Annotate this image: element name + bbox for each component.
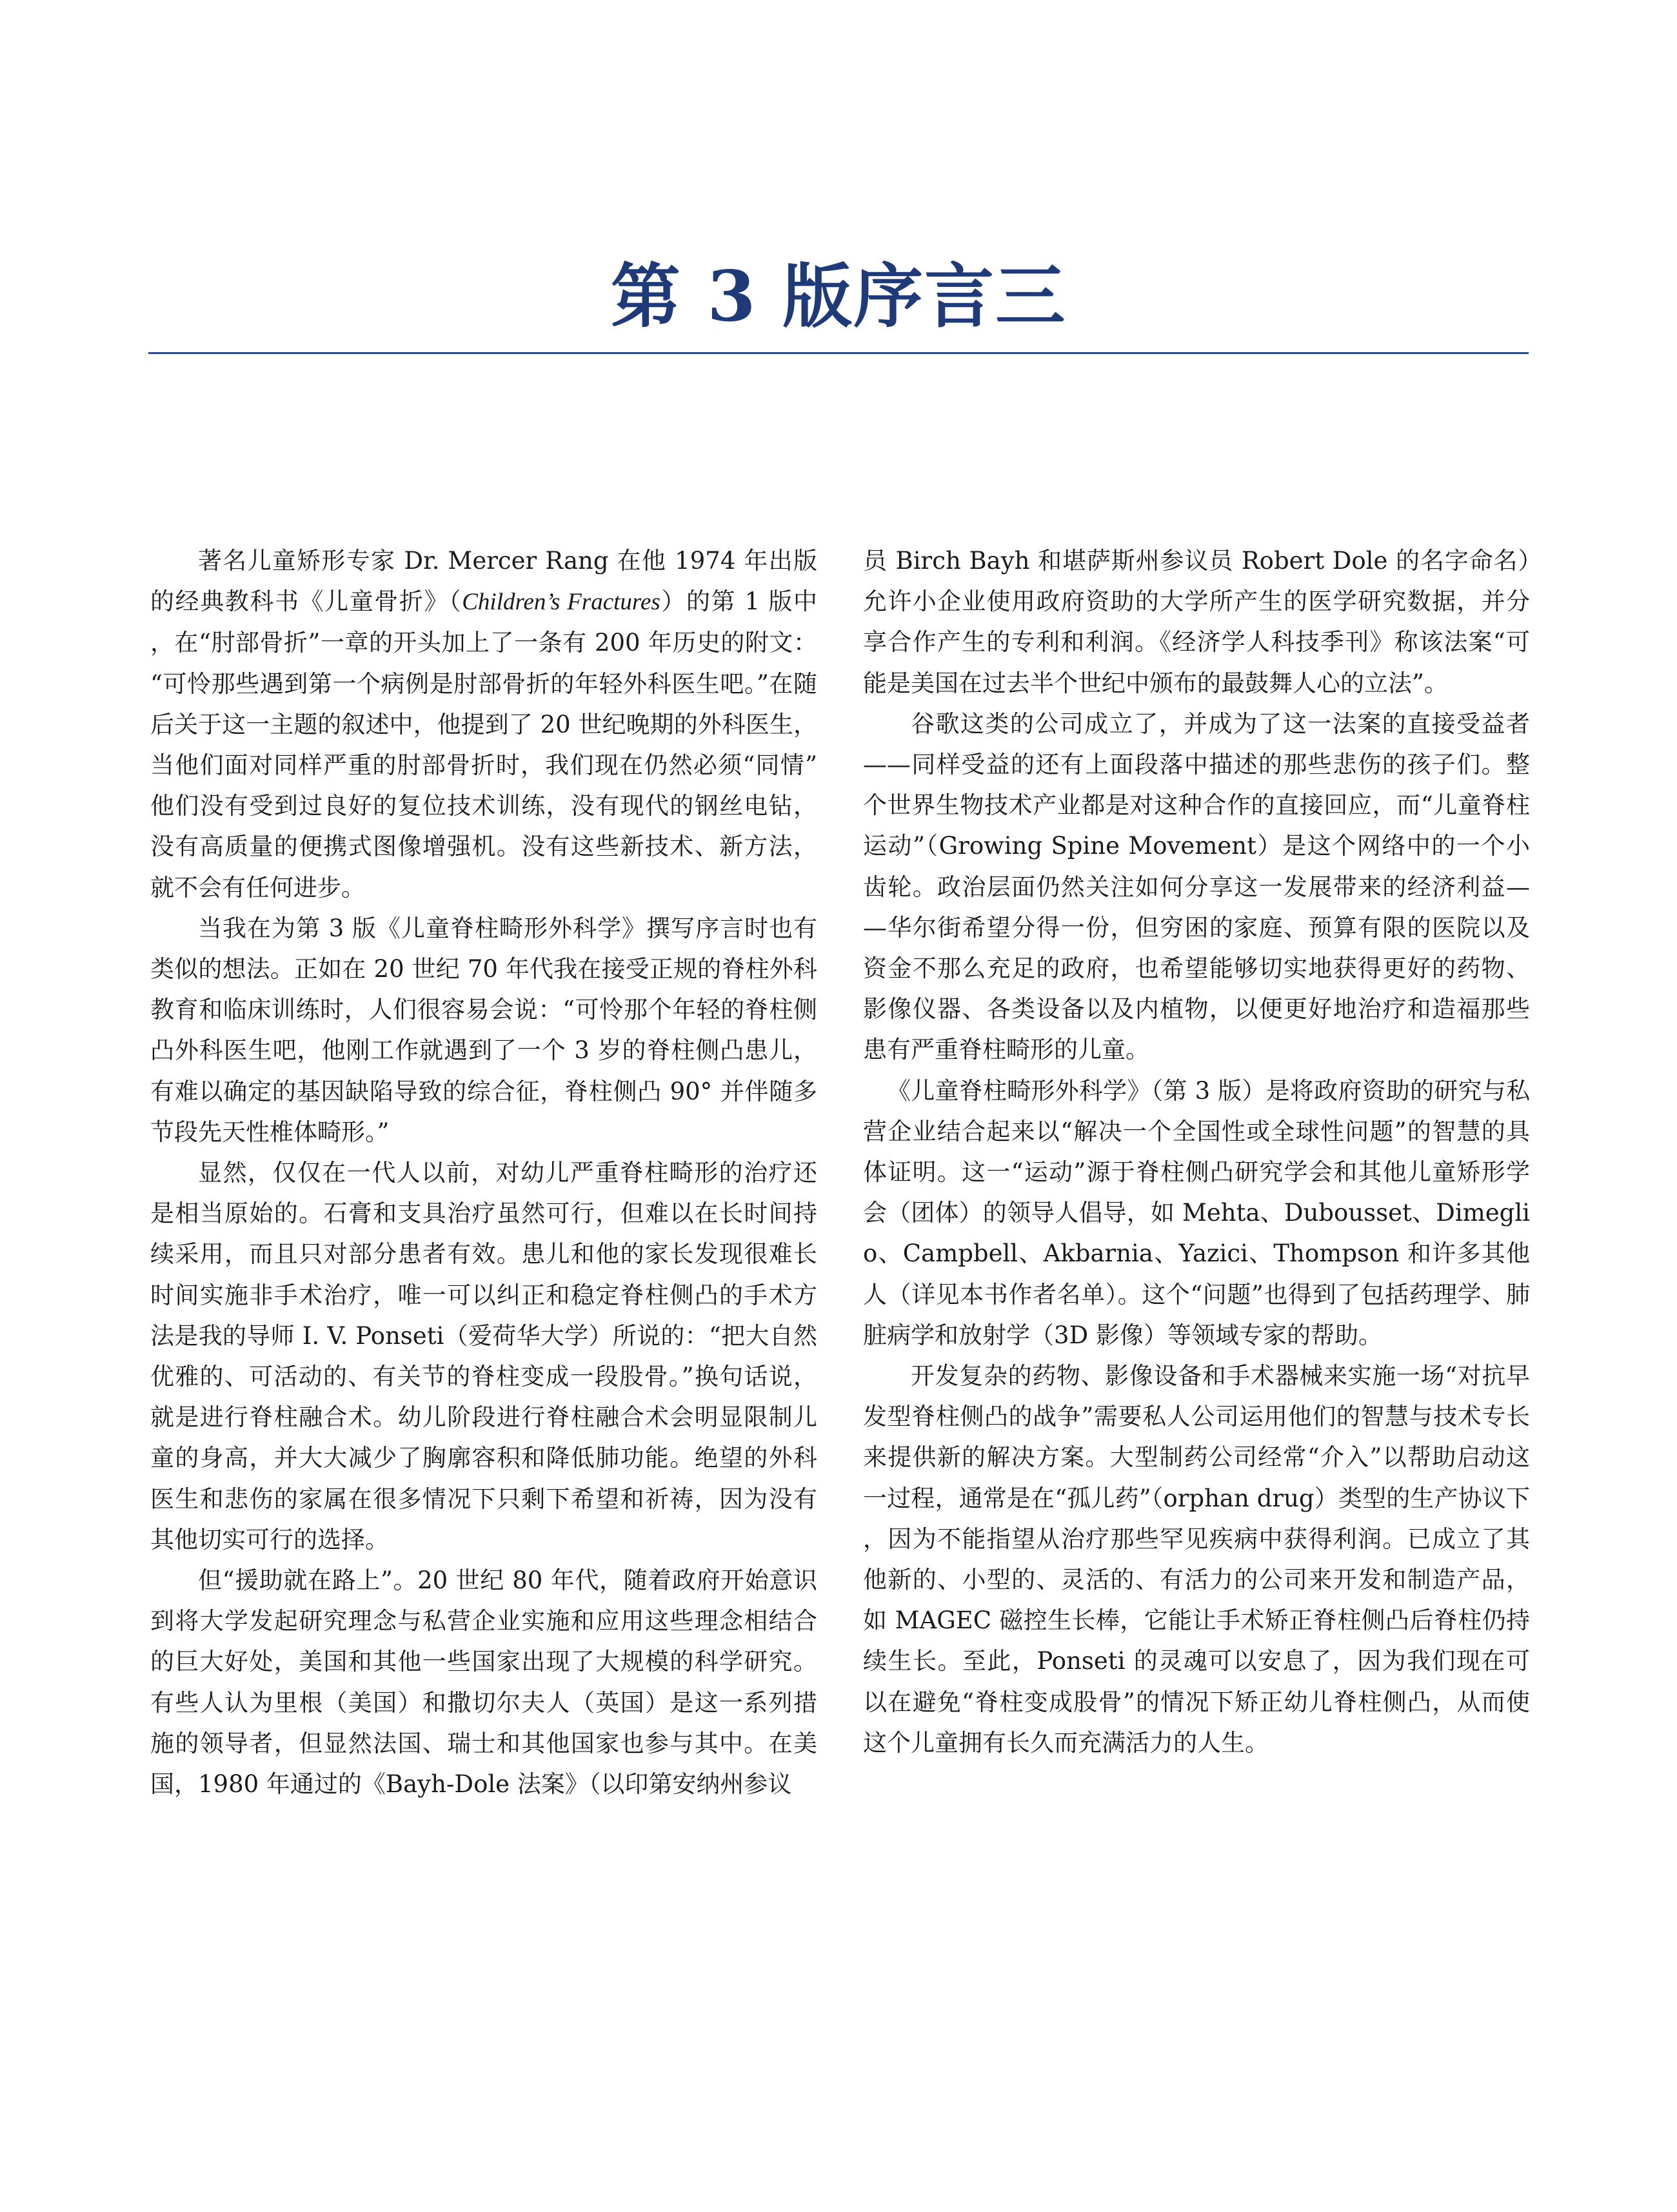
paragraph-text: ）的第 1 版中，在“肘部骨折”一章的开头加上了一条有 200 年历史的附文：“可怜那些遇到第一个病例是肘部骨折的年轻外科医生吧。”在随后关于这一主题的叙述中，他提到了 20 世纪晚期的外科医生，当他们面对同样严重的肘部骨折时，我们现在仍然必须“同情”他们没有受到过良好的复位技术训练，没有现代的钢丝电钻，没有高质量的便携式图像增强机。没有这些新技术、新方法，就不会有任何进步。: [150, 588, 817, 902]
page-title: 第 3 版序言三: [610, 256, 1067, 337]
paragraph: 员 Birch Bayh 和堪萨斯州参议员 Robert Dole 的名字命名）允许小企业使用政府资助的大学所产生的医学研究数据，并分享合作产生的专利和利润。《经济学人科技季刊》称该法案“可能是美国在过去半个世纪中颁布的最鼓舞人心的立法”。: [863, 547, 1530, 697]
book-title-english: Children’s Fractures: [462, 589, 660, 616]
paragraph: 《儿童脊柱畸形外科学》（第 3 版）是将政府资助的研究与私营企业结合起来以“解决一个全国性或全球性问题”的智慧的具体证明。这一“运动”源于脊柱侧凸研究学会和其他儿童矫形学会（团体）的领导人倡导，如 Mehta、Dubousset、Dimeglio、Campbell、Akbarnia、Yazici、Thompson 和许多其他人（详见本书作者名单）。这个“问题”也得到了包括药理学、肺脏病学和放射学（3D 影像）等领域专家的帮助。: [863, 1076, 1530, 1349]
paragraph: 显然，仅仅在一代人以前，对幼儿严重脊柱畸形的治疗还是相当原始的。石膏和支具治疗虽然可行，但难以在长时间持续采用，而且只对部分患者有效。患儿和他的家长发现很难长时间实施非手术治疗，唯一可以纠正和稳定脊柱侧凸的手术方法是我的导师 I. V. Ponseti（爱荷华大学）所说的：“把大自然优雅的、可活动的、有关节的脊柱变成一段股骨。”换句话说，就是进行脊柱融合术。幼儿阶段进行脊柱融合术会明显限制儿童的身高，并大大减少了胸廓容积和降低肺功能。绝望的外科医生和悲伤的家属在很多情况下只剩下希望和祈祷，因为没有其他切实可行的选择。: [150, 1159, 817, 1554]
left-column: [150, 540, 817, 1804]
paragraph: 开发复杂的药物、影像设备和手术器械来实施一场“对抗早发型脊柱侧凸的战争”需要私人公司运用他们的智慧与技术专长来提供新的解决方案。大型制药公司经常“介入”以帮助启动这一过程，通常是在“孤儿药”（orphan drug）类型的生产协议下，因为不能指望从治疗那些罕见疾病中获得利润。已成立了其他新的、小型的、灵活的、有活力的公司来开发和制造产品，如 MAGEC 磁控生长棒，它能让手术矫正脊柱侧凸后脊柱仍持续生长。至此，Ponseti 的灵魂可以安息了，因为我们现在可以在避免“脊柱变成股骨”的情况下矫正幼儿脊柱侧凸，从而使这个儿童拥有长久而充满活力的人生。: [863, 1362, 1530, 1757]
right-column: [863, 540, 1530, 1763]
paragraph: 当我在为第 3 版《儿童脊柱畸形外科学》撰写序言时也有类似的想法。正如在 20 世纪 70 年代我在接受正规的脊柱外科教育和临床训练时，人们很容易会说：“可怜那个年轻的脊柱侧凸外科医生吧，他刚工作就遇到了一个 3 岁的脊柱侧凸患儿，有难以确定的基因缺陷导致的综合征，脊柱侧凸 90° 并伴随多节段先天性椎体畸形。”: [150, 914, 817, 1146]
paragraph-text: 著名儿童矫形专家 Dr. Mercer Rang 在他 1974 年出版的经典教科书《儿童骨折》（: [150, 547, 817, 616]
title-rule: [148, 352, 1529, 354]
paragraph: 谷歌这类的公司成立了，并成为了这一法案的直接受益者——同样受益的还有上面段落中描述的那些悲伤的孩子们。整个世界生物技术产业都是对这种合作的直接回应，而“儿童脊柱运动”（Growing Spine Movement）是这个网络中的一个小齿轮。政治层面仍然关注如何分享这一发展带来的经济利益——华尔街希望分得一份，但穷困的家庭、预算有限的医院以及资金不那么充足的政府，也希望能够切实地获得更好的药物、影像仪器、各类设备以及内植物，以便更好地治疗和造福那些患有严重脊柱畸形的儿童。: [863, 709, 1530, 1064]
paragraph: [150, 540, 817, 908]
paragraph: 但“援助就在路上”。20 世纪 80 年代，随着政府开始意识到将大学发起研究理念与私营企业实施和应用这些理念相结合的巨大好处，美国和其他一些国家出现了大规模的科学研究。有些人认为里根（美国）和撒切尔夫人（英国）是这一系列措施的领导者，但显然法国、瑞士和其他国家也参与其中。在美国，1980 年通过的《Bayh-Dole 法案》（以印第安纳州参议: [150, 1566, 817, 1799]
